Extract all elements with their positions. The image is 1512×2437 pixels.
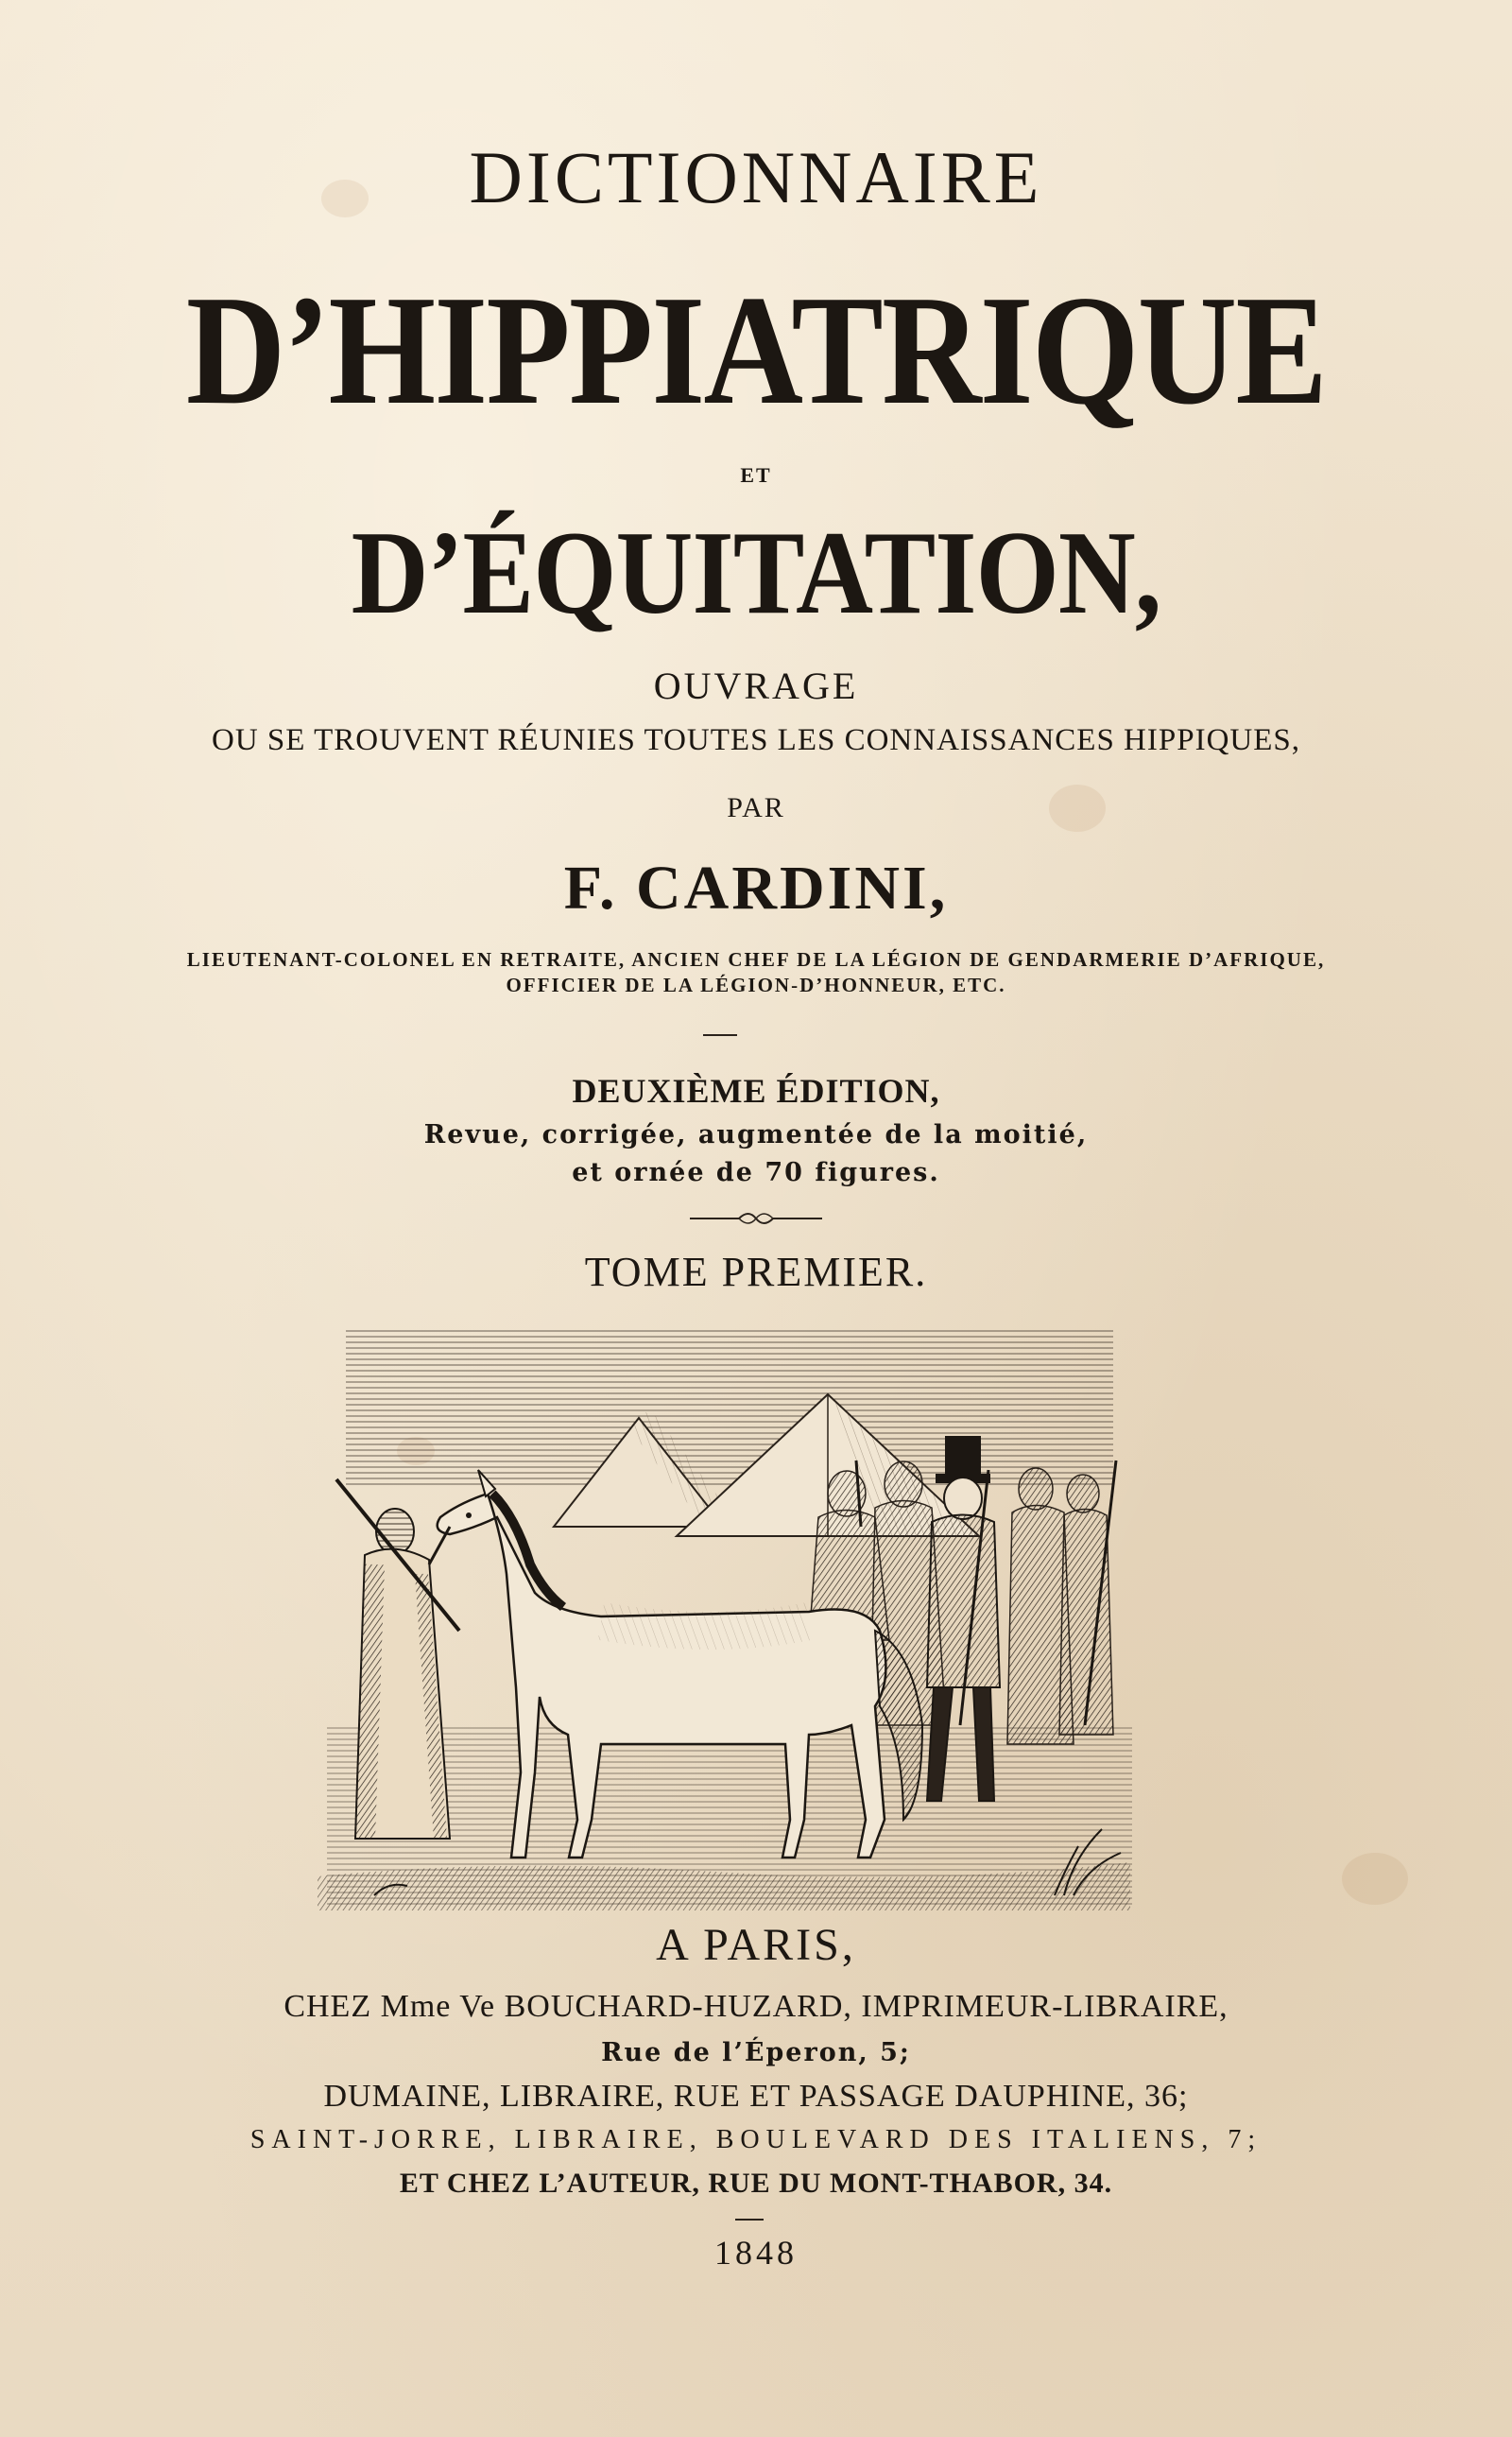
ornament-divider [690, 1206, 822, 1231]
edition-line-1: Revue, corrigée, augmentée de la moitié, [423, 1120, 1089, 1149]
imprint-bookseller-1: DUMAINE, LIBRAIRE, RUE ET PASSAGE DAUPHINE, 36; [323, 2079, 1189, 2114]
title-line-2: D’HIPPIATRIQUE [185, 263, 1327, 437]
subtitle-description: OU SE TROUVENT RÉUNIES TOUTES LES CONNAISSANCES HIPPIQUES, [212, 723, 1300, 757]
divider-rule-bottom [735, 2219, 764, 2221]
edition-label: DEUXIÈME ÉDITION, [572, 1072, 940, 1110]
imprint-author-address: ET CHEZ L’AUTEUR, RUE DU MONT-THABOR, 34. [399, 2168, 1113, 2199]
author-credentials-1: LIEUTENANT-COLONEL EN RETRAITE, ANCIEN CHEF DE LA LÉGION DE GENDARMERIE D’AFRIQUE, [186, 948, 1326, 971]
imprint-bookseller-2: SAINT-JORRE, LIBRAIRE, BOULEVARD DES ITALIENS, 7; [249, 2125, 1263, 2154]
edition-line-2: et ornée de 70 figures. [572, 1158, 940, 1187]
subtitle-ouvrage: OUVRAGE [653, 665, 859, 707]
title-line-3: D’ÉQUITATION, [351, 508, 1161, 639]
author-credentials-2: OFFICIER DE LA LÉGION-D’HONNEUR, ETC. [506, 974, 1006, 996]
author-name: F. CARDINI, [563, 854, 949, 923]
imprint-city: A PARIS, [656, 1920, 856, 1970]
volume-label: TOME PREMIER. [584, 1249, 928, 1295]
foxing-spot [1342, 1853, 1408, 1905]
horse-engraving-image [318, 1328, 1142, 1910]
title-line-1: DICTIONNAIRE [469, 136, 1043, 218]
imprint-publisher-address: Rue de l’Éperon, 5; [601, 2038, 911, 2067]
imprint-year: 1848 [714, 2234, 798, 2272]
subtitle-par: PAR [727, 792, 785, 823]
title-conjunction: ET [740, 463, 772, 487]
divider-rule [703, 1034, 737, 1036]
imprint-publisher: CHEZ Mme Ve BOUCHARD-HUZARD, IMPRIMEUR-LIBRAIRE, [284, 1989, 1228, 2024]
